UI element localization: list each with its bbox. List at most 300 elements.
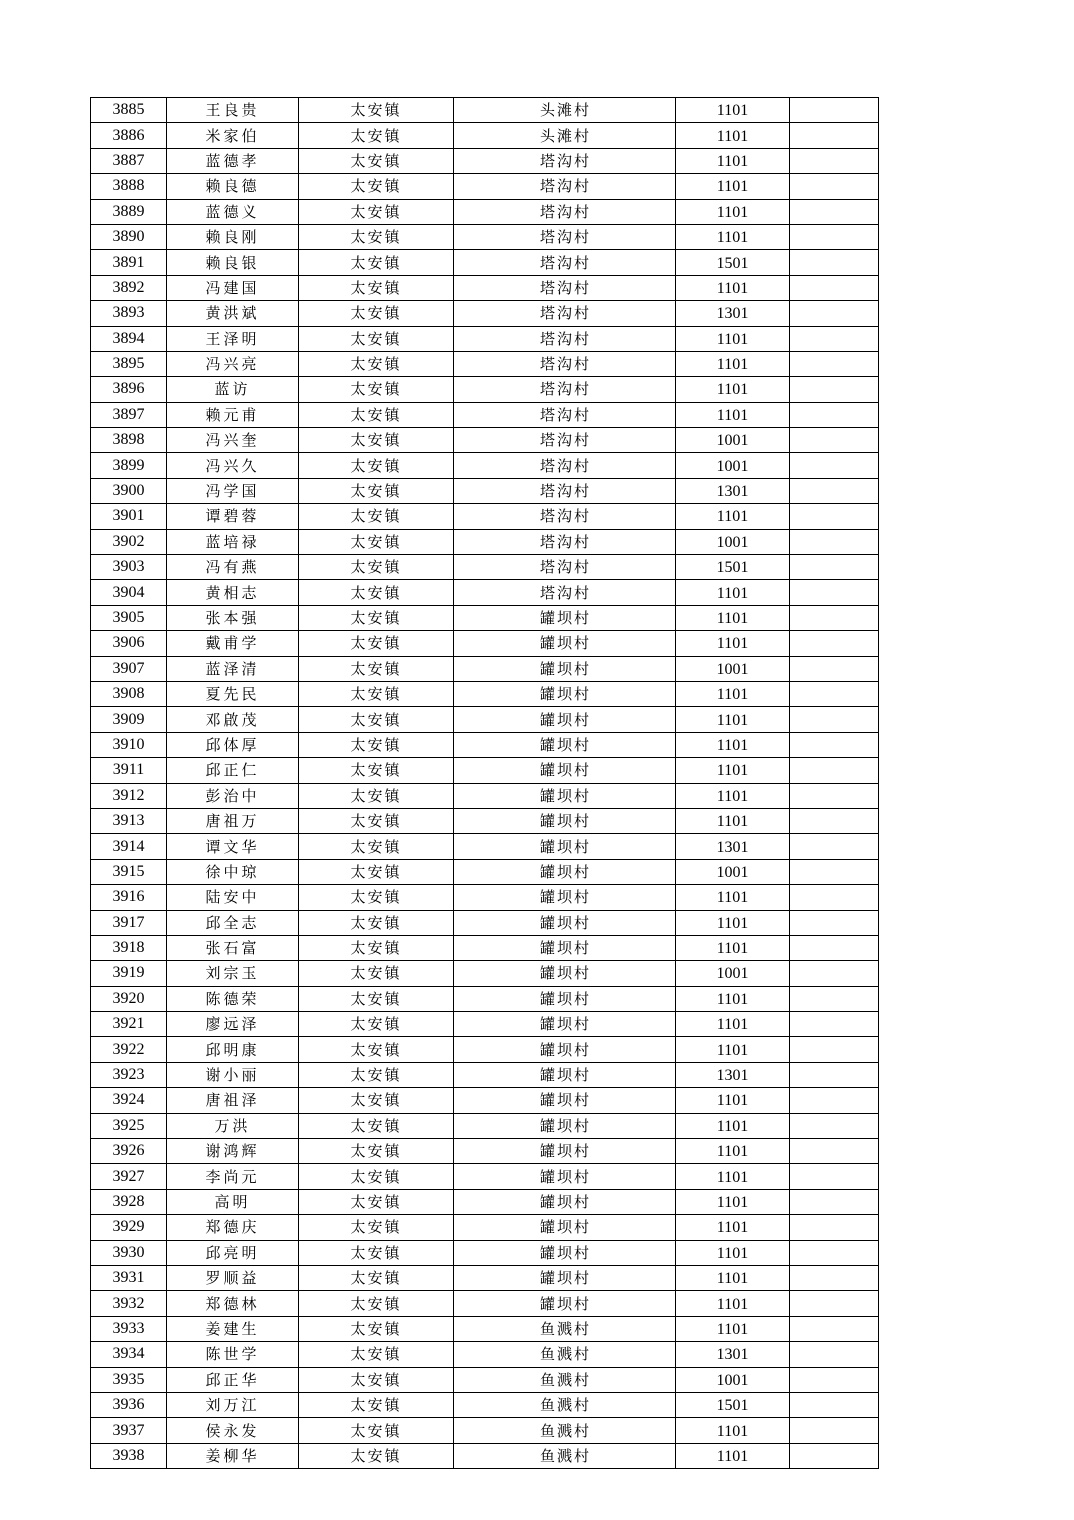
name-cell: 冯兴奎 (167, 428, 299, 453)
row-number-cell: 3920 (91, 986, 167, 1011)
village-cell: 罐坝村 (454, 1240, 676, 1265)
row-number-cell: 3888 (91, 174, 167, 199)
table-row (91, 631, 879, 656)
remark-cell (790, 98, 879, 123)
village-cell: 罐坝村 (454, 910, 676, 935)
code-cell: 1101 (676, 326, 790, 351)
row-number-cell: 3886 (91, 123, 167, 148)
village-cell: 罐坝村 (454, 1215, 676, 1240)
row-number-cell: 3891 (91, 250, 167, 275)
town-cell: 太安镇 (299, 275, 454, 300)
town-cell: 太安镇 (299, 1215, 454, 1240)
row-number-cell: 3934 (91, 1342, 167, 1367)
name-cell: 邓啟茂 (167, 707, 299, 732)
row-number-cell: 3893 (91, 301, 167, 326)
town-cell: 太安镇 (299, 808, 454, 833)
name-cell: 姜建生 (167, 1316, 299, 1341)
town-cell: 太安镇 (299, 1291, 454, 1316)
name-cell: 邱明康 (167, 1037, 299, 1062)
name-cell: 刘万江 (167, 1392, 299, 1417)
code-cell: 1101 (676, 148, 790, 173)
table-row (91, 402, 879, 427)
village-cell: 鱼溅村 (454, 1443, 676, 1468)
name-cell: 冯学国 (167, 478, 299, 503)
table-row (91, 1012, 879, 1037)
name-cell: 赖良德 (167, 174, 299, 199)
table-row (91, 1088, 879, 1113)
code-cell: 1101 (676, 1316, 790, 1341)
name-cell: 蓝德义 (167, 199, 299, 224)
row-number-cell: 3931 (91, 1265, 167, 1290)
village-cell: 罐坝村 (454, 834, 676, 859)
village-cell: 塔沟村 (454, 174, 676, 199)
town-cell: 太安镇 (299, 123, 454, 148)
town-cell: 太安镇 (299, 1037, 454, 1062)
name-cell: 刘宗玉 (167, 961, 299, 986)
name-cell: 冯建国 (167, 275, 299, 300)
name-cell: 唐祖泽 (167, 1088, 299, 1113)
name-cell: 谭碧蓉 (167, 504, 299, 529)
name-cell: 赖良刚 (167, 224, 299, 249)
village-cell: 罐坝村 (454, 1265, 676, 1290)
town-cell: 太安镇 (299, 504, 454, 529)
table-row (91, 1062, 879, 1087)
table-row (91, 859, 879, 884)
town-cell: 太安镇 (299, 1139, 454, 1164)
village-cell: 罐坝村 (454, 1113, 676, 1138)
remark-cell (790, 529, 879, 554)
town-cell: 太安镇 (299, 351, 454, 376)
remark-cell (790, 834, 879, 859)
row-number-cell: 3916 (91, 885, 167, 910)
town-cell: 太安镇 (299, 935, 454, 960)
village-cell: 塔沟村 (454, 504, 676, 529)
village-cell: 塔沟村 (454, 402, 676, 427)
code-cell: 1101 (676, 910, 790, 935)
code-cell: 1101 (676, 1418, 790, 1443)
row-number-cell: 3922 (91, 1037, 167, 1062)
table-row (91, 656, 879, 681)
code-cell: 1101 (676, 1291, 790, 1316)
town-cell: 太安镇 (299, 453, 454, 478)
village-cell: 罐坝村 (454, 783, 676, 808)
remark-cell (790, 478, 879, 503)
town-cell: 太安镇 (299, 555, 454, 580)
village-cell: 罐坝村 (454, 1139, 676, 1164)
remark-cell (790, 1062, 879, 1087)
remark-cell (790, 885, 879, 910)
roster-table (90, 97, 879, 1469)
remark-cell (790, 351, 879, 376)
code-cell: 1001 (676, 453, 790, 478)
name-cell: 赖良银 (167, 250, 299, 275)
name-cell: 蓝泽清 (167, 656, 299, 681)
name-cell: 万洪 (167, 1113, 299, 1138)
name-cell: 陈世学 (167, 1342, 299, 1367)
town-cell: 太安镇 (299, 580, 454, 605)
town-cell: 太安镇 (299, 1316, 454, 1341)
town-cell: 太安镇 (299, 783, 454, 808)
remark-cell (790, 1265, 879, 1290)
row-number-cell: 3913 (91, 808, 167, 833)
town-cell: 太安镇 (299, 1164, 454, 1189)
town-cell: 太安镇 (299, 98, 454, 123)
village-cell: 罐坝村 (454, 935, 676, 960)
town-cell: 太安镇 (299, 301, 454, 326)
table-row (91, 1139, 879, 1164)
town-cell: 太安镇 (299, 402, 454, 427)
table-row (91, 1240, 879, 1265)
table-row (91, 1443, 879, 1468)
code-cell: 1501 (676, 555, 790, 580)
code-cell: 1101 (676, 1240, 790, 1265)
remark-cell (790, 377, 879, 402)
remark-cell (790, 174, 879, 199)
village-cell: 塔沟村 (454, 428, 676, 453)
code-cell: 1301 (676, 478, 790, 503)
table-row (91, 377, 879, 402)
code-cell: 1101 (676, 1189, 790, 1214)
table-row (91, 224, 879, 249)
village-cell: 头滩村 (454, 98, 676, 123)
remark-cell (790, 1392, 879, 1417)
town-cell: 太安镇 (299, 758, 454, 783)
remark-cell (790, 1088, 879, 1113)
remark-cell (790, 275, 879, 300)
town-cell: 太安镇 (299, 1062, 454, 1087)
row-number-cell: 3901 (91, 504, 167, 529)
table-row (91, 1392, 879, 1417)
code-cell: 1101 (676, 580, 790, 605)
remark-cell (790, 428, 879, 453)
code-cell: 1101 (676, 605, 790, 630)
row-number-cell: 3903 (91, 555, 167, 580)
village-cell: 罐坝村 (454, 1012, 676, 1037)
name-cell: 唐祖万 (167, 808, 299, 833)
town-cell: 太安镇 (299, 529, 454, 554)
remark-cell (790, 453, 879, 478)
table-row (91, 1342, 879, 1367)
table-row (91, 732, 879, 757)
village-cell: 头滩村 (454, 123, 676, 148)
table-row (91, 605, 879, 630)
remark-cell (790, 656, 879, 681)
row-number-cell: 3924 (91, 1088, 167, 1113)
row-number-cell: 3895 (91, 351, 167, 376)
roster-table-body (91, 98, 879, 1469)
name-cell: 郑德庆 (167, 1215, 299, 1240)
name-cell: 谢小丽 (167, 1062, 299, 1087)
row-number-cell: 3933 (91, 1316, 167, 1341)
town-cell: 太安镇 (299, 631, 454, 656)
row-number-cell: 3915 (91, 859, 167, 884)
remark-cell (790, 1291, 879, 1316)
village-cell: 塔沟村 (454, 478, 676, 503)
table-row (91, 783, 879, 808)
table-row (91, 1113, 879, 1138)
name-cell: 黄相志 (167, 580, 299, 605)
table-row (91, 1367, 879, 1392)
village-cell: 塔沟村 (454, 148, 676, 173)
town-cell: 太安镇 (299, 1392, 454, 1417)
village-cell: 塔沟村 (454, 275, 676, 300)
code-cell: 1101 (676, 224, 790, 249)
village-cell: 塔沟村 (454, 326, 676, 351)
village-cell: 罐坝村 (454, 1291, 676, 1316)
town-cell: 太安镇 (299, 885, 454, 910)
remark-cell (790, 123, 879, 148)
table-row (91, 1418, 879, 1443)
table-row (91, 1037, 879, 1062)
row-number-cell: 3925 (91, 1113, 167, 1138)
remark-cell (790, 326, 879, 351)
code-cell: 1101 (676, 885, 790, 910)
code-cell: 1301 (676, 1062, 790, 1087)
town-cell: 太安镇 (299, 174, 454, 199)
village-cell: 鱼溅村 (454, 1342, 676, 1367)
row-number-cell: 3899 (91, 453, 167, 478)
code-cell: 1101 (676, 504, 790, 529)
code-cell: 1101 (676, 732, 790, 757)
row-number-cell: 3921 (91, 1012, 167, 1037)
name-cell: 陈德荣 (167, 986, 299, 1011)
name-cell: 李尚元 (167, 1164, 299, 1189)
village-cell: 罐坝村 (454, 1189, 676, 1214)
village-cell: 塔沟村 (454, 555, 676, 580)
code-cell: 1101 (676, 1139, 790, 1164)
table-row (91, 351, 879, 376)
code-cell: 1101 (676, 1088, 790, 1113)
name-cell: 夏先民 (167, 681, 299, 706)
name-cell: 张石富 (167, 935, 299, 960)
row-number-cell: 3898 (91, 428, 167, 453)
town-cell: 太安镇 (299, 1012, 454, 1037)
town-cell: 太安镇 (299, 199, 454, 224)
code-cell: 1101 (676, 681, 790, 706)
row-number-cell: 3928 (91, 1189, 167, 1214)
remark-cell (790, 1240, 879, 1265)
town-cell: 太安镇 (299, 1418, 454, 1443)
code-cell: 1301 (676, 834, 790, 859)
village-cell: 鱼溅村 (454, 1316, 676, 1341)
name-cell: 王良贵 (167, 98, 299, 123)
remark-cell (790, 1113, 879, 1138)
row-number-cell: 3897 (91, 402, 167, 427)
name-cell: 米家伯 (167, 123, 299, 148)
table-row (91, 834, 879, 859)
code-cell: 1101 (676, 1443, 790, 1468)
table-row (91, 961, 879, 986)
remark-cell (790, 199, 879, 224)
village-cell: 罐坝村 (454, 859, 676, 884)
table-row (91, 758, 879, 783)
village-cell: 塔沟村 (454, 453, 676, 478)
code-cell: 1001 (676, 859, 790, 884)
row-number-cell: 3930 (91, 1240, 167, 1265)
table-row (91, 428, 879, 453)
row-number-cell: 3935 (91, 1367, 167, 1392)
name-cell: 邱全志 (167, 910, 299, 935)
remark-cell (790, 250, 879, 275)
table-row (91, 935, 879, 960)
code-cell: 1101 (676, 377, 790, 402)
table-row (91, 1189, 879, 1214)
row-number-cell: 3909 (91, 707, 167, 732)
name-cell: 侯永发 (167, 1418, 299, 1443)
name-cell: 邱体厚 (167, 732, 299, 757)
town-cell: 太安镇 (299, 910, 454, 935)
village-cell: 塔沟村 (454, 250, 676, 275)
name-cell: 廖远泽 (167, 1012, 299, 1037)
row-number-cell: 3906 (91, 631, 167, 656)
town-cell: 太安镇 (299, 656, 454, 681)
table-row (91, 301, 879, 326)
table-row (91, 478, 879, 503)
name-cell: 冯有燕 (167, 555, 299, 580)
code-cell: 1101 (676, 275, 790, 300)
town-cell: 太安镇 (299, 1113, 454, 1138)
village-cell: 塔沟村 (454, 377, 676, 402)
name-cell: 戴甫学 (167, 631, 299, 656)
village-cell: 罐坝村 (454, 986, 676, 1011)
row-number-cell: 3938 (91, 1443, 167, 1468)
code-cell: 1101 (676, 123, 790, 148)
table-row (91, 910, 879, 935)
town-cell: 太安镇 (299, 1189, 454, 1214)
remark-cell (790, 1215, 879, 1240)
remark-cell (790, 555, 879, 580)
row-number-cell: 3929 (91, 1215, 167, 1240)
name-cell: 谢鸿辉 (167, 1139, 299, 1164)
row-number-cell: 3914 (91, 834, 167, 859)
row-number-cell: 3911 (91, 758, 167, 783)
name-cell: 姜柳华 (167, 1443, 299, 1468)
code-cell: 1101 (676, 1215, 790, 1240)
village-cell: 罐坝村 (454, 961, 676, 986)
row-number-cell: 3892 (91, 275, 167, 300)
row-number-cell: 3904 (91, 580, 167, 605)
name-cell: 冯兴久 (167, 453, 299, 478)
row-number-cell: 3927 (91, 1164, 167, 1189)
row-number-cell: 3919 (91, 961, 167, 986)
remark-cell (790, 148, 879, 173)
code-cell: 1101 (676, 174, 790, 199)
remark-cell (790, 910, 879, 935)
table-row (91, 555, 879, 580)
row-number-cell: 3937 (91, 1418, 167, 1443)
code-cell: 1001 (676, 1367, 790, 1392)
row-number-cell: 3890 (91, 224, 167, 249)
code-cell: 1101 (676, 1037, 790, 1062)
table-row (91, 1164, 879, 1189)
name-cell: 冯兴亮 (167, 351, 299, 376)
village-cell: 塔沟村 (454, 580, 676, 605)
town-cell: 太安镇 (299, 1443, 454, 1468)
name-cell: 蓝访 (167, 377, 299, 402)
code-cell: 1101 (676, 351, 790, 376)
village-cell: 塔沟村 (454, 529, 676, 554)
row-number-cell: 3894 (91, 326, 167, 351)
code-cell: 1501 (676, 250, 790, 275)
row-number-cell: 3885 (91, 98, 167, 123)
row-number-cell: 3887 (91, 148, 167, 173)
code-cell: 1101 (676, 98, 790, 123)
code-cell: 1001 (676, 529, 790, 554)
row-number-cell: 3912 (91, 783, 167, 808)
village-cell: 鱼溅村 (454, 1418, 676, 1443)
table-row (91, 250, 879, 275)
row-number-cell: 3908 (91, 681, 167, 706)
table-row (91, 453, 879, 478)
town-cell: 太安镇 (299, 1342, 454, 1367)
code-cell: 1301 (676, 301, 790, 326)
town-cell: 太安镇 (299, 1265, 454, 1290)
row-number-cell: 3902 (91, 529, 167, 554)
table-row (91, 1316, 879, 1341)
name-cell: 徐中琼 (167, 859, 299, 884)
village-cell: 罐坝村 (454, 1164, 676, 1189)
remark-cell (790, 707, 879, 732)
village-cell: 罐坝村 (454, 1037, 676, 1062)
code-cell: 1101 (676, 935, 790, 960)
remark-cell (790, 1139, 879, 1164)
town-cell: 太安镇 (299, 707, 454, 732)
name-cell: 谭文华 (167, 834, 299, 859)
code-cell: 1101 (676, 783, 790, 808)
row-number-cell: 3896 (91, 377, 167, 402)
name-cell: 高明 (167, 1189, 299, 1214)
row-number-cell: 3932 (91, 1291, 167, 1316)
row-number-cell: 3936 (91, 1392, 167, 1417)
town-cell: 太安镇 (299, 732, 454, 757)
code-cell: 1101 (676, 758, 790, 783)
remark-cell (790, 1367, 879, 1392)
name-cell: 张本强 (167, 605, 299, 630)
table-row (91, 98, 879, 123)
row-number-cell: 3923 (91, 1062, 167, 1087)
village-cell: 罐坝村 (454, 1088, 676, 1113)
table-row (91, 1265, 879, 1290)
remark-cell (790, 732, 879, 757)
table-row (91, 808, 879, 833)
village-cell: 罐坝村 (454, 681, 676, 706)
code-cell: 1101 (676, 199, 790, 224)
name-cell: 蓝德孝 (167, 148, 299, 173)
code-cell: 1101 (676, 707, 790, 732)
village-cell: 鱼溅村 (454, 1392, 676, 1417)
village-cell: 罐坝村 (454, 758, 676, 783)
table-row (91, 580, 879, 605)
village-cell: 罐坝村 (454, 656, 676, 681)
table-row (91, 275, 879, 300)
row-number-cell: 3918 (91, 935, 167, 960)
town-cell: 太安镇 (299, 148, 454, 173)
name-cell: 蓝培禄 (167, 529, 299, 554)
town-cell: 太安镇 (299, 859, 454, 884)
code-cell: 1101 (676, 1265, 790, 1290)
town-cell: 太安镇 (299, 428, 454, 453)
code-cell: 1501 (676, 1392, 790, 1417)
row-number-cell: 3889 (91, 199, 167, 224)
remark-cell (790, 1316, 879, 1341)
village-cell: 罐坝村 (454, 631, 676, 656)
table-row (91, 174, 879, 199)
row-number-cell: 3907 (91, 656, 167, 681)
town-cell: 太安镇 (299, 224, 454, 249)
code-cell: 1001 (676, 656, 790, 681)
code-cell: 1101 (676, 808, 790, 833)
code-cell: 1101 (676, 631, 790, 656)
